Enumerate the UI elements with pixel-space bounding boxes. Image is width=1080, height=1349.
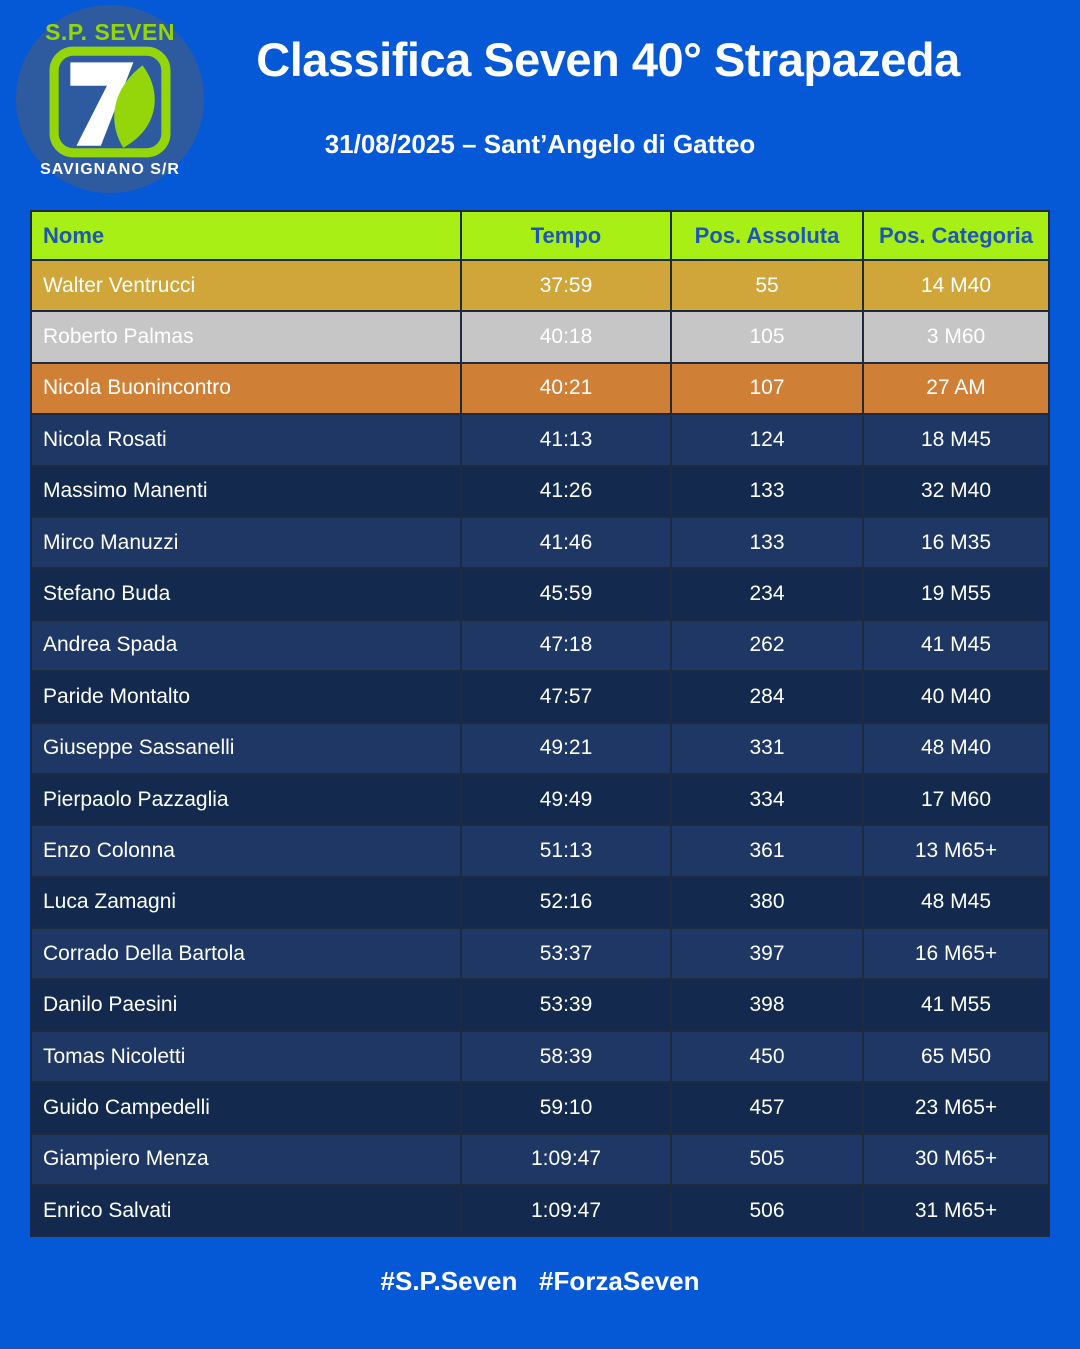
page-title: Classifica Seven 40° Strapazeda xyxy=(256,33,960,86)
cell-pos-categoria: 41 M45 xyxy=(920,633,992,657)
cell-nome: Enrico Salvati xyxy=(32,1186,462,1235)
club-location-label: SAVIGNANO S/R xyxy=(40,160,180,178)
table-header-row xyxy=(32,212,1048,259)
cell-pos-categoria: 31 M65+ xyxy=(914,1198,998,1222)
table-row xyxy=(32,259,1048,310)
cell-nome: Andrea Spada xyxy=(32,621,462,670)
cell-pos-assoluta: 505 xyxy=(672,1135,864,1184)
club-name-label: S.P. SEVEN xyxy=(45,18,175,45)
column-header-pos-categoria: Pos. Categoria xyxy=(878,222,1034,248)
table-row xyxy=(32,1081,1048,1132)
cell-pos-categoria: 16 M35 xyxy=(920,530,992,554)
table-row xyxy=(32,310,1048,361)
cell-nome: Walter Ventrucci xyxy=(32,261,462,310)
cell-pos-categoria: 48 M40 xyxy=(920,736,992,760)
cell-tempo: 1:09:47 xyxy=(462,1186,672,1235)
cell-tempo: 52:16 xyxy=(462,878,672,927)
table-row xyxy=(32,619,1048,670)
table-row xyxy=(32,670,1048,721)
cell-tempo: 1:09:47 xyxy=(462,1135,672,1184)
cell-pos-assoluta: 105 xyxy=(672,312,864,361)
cell-nome: Massimo Manenti xyxy=(32,467,462,516)
cell-nome: Stefano Buda xyxy=(32,569,462,618)
table-row xyxy=(32,1133,1048,1184)
cell-nome: Giampiero Menza xyxy=(32,1135,462,1184)
cell-tempo: 40:21 xyxy=(462,364,672,413)
cell-nome: Danilo Paesini xyxy=(32,980,462,1029)
cell-pos-assoluta: 334 xyxy=(672,775,864,824)
cell-pos-assoluta: 133 xyxy=(672,467,864,516)
cell-nome: Roberto Palmas xyxy=(32,312,462,361)
cell-nome: Enzo Colonna xyxy=(32,826,462,875)
page-subtitle: 31/08/2025 – Sant’Angelo di Gatteo xyxy=(324,129,756,159)
table-row xyxy=(32,362,1048,413)
cell-nome: Tomas Nicoletti xyxy=(32,1032,462,1081)
cell-tempo: 47:57 xyxy=(462,672,672,721)
cell-tempo: 47:18 xyxy=(462,621,672,670)
cell-tempo: 51:13 xyxy=(462,826,672,875)
cell-pos-categoria: 40 M40 xyxy=(920,684,992,708)
cell-nome: Pierpaolo Pazzaglia xyxy=(32,775,462,824)
cell-pos-assoluta: 450 xyxy=(672,1032,864,1081)
cell-pos-assoluta: 361 xyxy=(672,826,864,875)
cell-tempo: 45:59 xyxy=(462,569,672,618)
cell-pos-assoluta: 133 xyxy=(672,518,864,567)
table-row xyxy=(32,567,1048,618)
cell-nome: Guido Campedelli xyxy=(32,1083,462,1132)
cell-nome: Nicola Rosati xyxy=(32,415,462,464)
cell-pos-assoluta: 262 xyxy=(672,621,864,670)
table-row xyxy=(32,978,1048,1029)
cell-nome: Nicola Buonincontro xyxy=(32,364,462,413)
cell-pos-categoria: 48 M45 xyxy=(920,890,992,914)
cell-nome: Luca Zamagni xyxy=(32,878,462,927)
cell-tempo: 41:26 xyxy=(462,467,672,516)
cell-tempo: 53:37 xyxy=(462,929,672,978)
table-row xyxy=(32,927,1048,978)
cell-tempo: 49:21 xyxy=(462,724,672,773)
cell-pos-assoluta: 284 xyxy=(672,672,864,721)
cell-tempo: 49:49 xyxy=(462,775,672,824)
cell-pos-categoria: 30 M65+ xyxy=(914,1147,998,1171)
cell-tempo: 58:39 xyxy=(462,1032,672,1081)
cell-tempo: 59:10 xyxy=(462,1083,672,1132)
cell-pos-assoluta: 380 xyxy=(672,878,864,927)
column-header-tempo: Tempo xyxy=(462,212,672,259)
cell-pos-assoluta: 234 xyxy=(672,569,864,618)
cell-nome: Mirco Manuzzi xyxy=(32,518,462,567)
cell-pos-categoria: 14 M40 xyxy=(920,273,992,297)
table-row xyxy=(32,722,1048,773)
table-row xyxy=(32,516,1048,567)
cell-pos-assoluta: 397 xyxy=(672,929,864,978)
table-row xyxy=(32,773,1048,824)
cell-tempo: 40:18 xyxy=(462,312,672,361)
cell-pos-categoria: 13 M65+ xyxy=(914,838,998,862)
results-table-body xyxy=(32,259,1048,1235)
cell-pos-categoria: 27 AM xyxy=(926,376,986,400)
cell-pos-assoluta: 331 xyxy=(672,724,864,773)
table-row xyxy=(32,1030,1048,1081)
results-table xyxy=(30,210,1050,1237)
column-header-pos-assoluta: Pos. Assoluta xyxy=(672,212,864,259)
cell-nome: Giuseppe Sassanelli xyxy=(32,724,462,773)
cell-pos-assoluta: 398 xyxy=(672,980,864,1029)
cell-tempo: 53:39 xyxy=(462,980,672,1029)
cell-pos-assoluta: 457 xyxy=(672,1083,864,1132)
cell-pos-assoluta: 107 xyxy=(672,364,864,413)
footer-hashtags: #S.P.Seven #ForzaSeven xyxy=(380,1266,700,1296)
table-row xyxy=(32,413,1048,464)
cell-nome: Corrado Della Bartola xyxy=(32,929,462,978)
cell-nome: Paride Montalto xyxy=(32,672,462,721)
cell-pos-categoria: 16 M65+ xyxy=(914,941,998,965)
cell-pos-categoria: 65 M50 xyxy=(920,1044,992,1068)
table-row xyxy=(32,465,1048,516)
column-header-nome: Nome xyxy=(32,212,462,259)
cell-pos-categoria: 32 M40 xyxy=(920,479,992,503)
cell-pos-assoluta: 55 xyxy=(672,261,864,310)
cell-pos-categoria: 17 M60 xyxy=(920,787,992,811)
cell-tempo: 41:46 xyxy=(462,518,672,567)
table-row xyxy=(32,1184,1048,1235)
cell-pos-categoria: 41 M55 xyxy=(920,993,992,1017)
cell-pos-categoria: 18 M45 xyxy=(920,427,992,451)
cell-tempo: 41:13 xyxy=(462,415,672,464)
cell-pos-categoria: 19 M55 xyxy=(920,582,992,606)
cell-pos-assoluta: 124 xyxy=(672,415,864,464)
cell-pos-categoria: 23 M65+ xyxy=(914,1095,998,1119)
cell-tempo: 37:59 xyxy=(462,261,672,310)
cell-pos-categoria: 3 M60 xyxy=(926,325,986,349)
table-row xyxy=(32,876,1048,927)
table-row xyxy=(32,824,1048,875)
cell-pos-assoluta: 506 xyxy=(672,1186,864,1235)
